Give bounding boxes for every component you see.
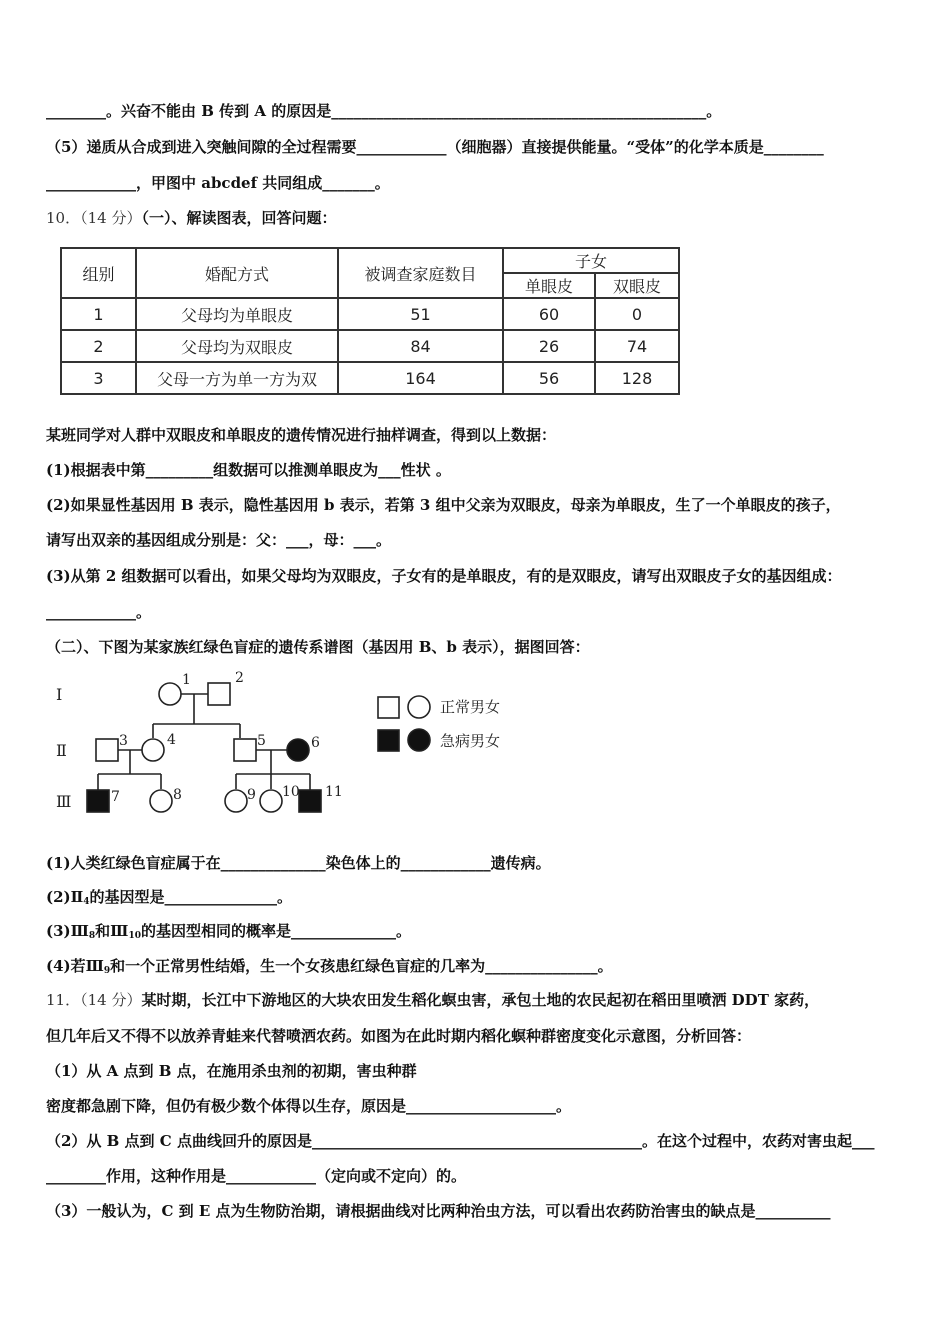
subscript: 9 [103, 966, 111, 976]
text-part: (2)Ⅱ [46, 888, 84, 906]
individual-9 [225, 790, 247, 812]
question-10-heading [46, 207, 336, 229]
text-line: ________作用，这种作用是____________（定向或不定向）的。 [46, 1167, 467, 1185]
cell-mating: 父母一方为单一方为双 [136, 362, 338, 394]
id-label: 6 [311, 735, 320, 751]
question-number: 10．（14 分） [46, 209, 142, 227]
header-families: 被调查家庭数目 [338, 248, 503, 298]
text-line: 但几年后又不得不以放养青蛙来代替喷洒农药。如图为在此时期内稻化螟种群密度变化示意图，分析回答： [46, 1027, 752, 1045]
individual-10 [260, 790, 282, 812]
header-group: 组别 [61, 248, 136, 298]
question-title: （一）、解读图表，回答问题： [141, 209, 337, 227]
text-line: 请写出双亲的基因组成分别是：父：___，母：___。 [46, 531, 392, 549]
text-part: (3)Ⅲ [46, 922, 89, 940]
text-line: （3）一般认为，C 到 E 点为生物防治期，请根据曲线对比两种治虫方法，可以看出农药防治害虫的缺点是__________ [46, 1202, 831, 1220]
text-part: 的基因型相同的概率是______________。 [140, 922, 411, 940]
text-part: (4)若Ⅲ [46, 957, 104, 975]
text-part: 和Ⅲ [95, 922, 129, 940]
cell-single: 26 [503, 330, 595, 362]
legend-affected-male-icon [378, 730, 399, 751]
table-row [61, 330, 679, 362]
text-line: （5）递质从合成到进入突触间隙的全过程需要____________（细胞器）直接提供能量。“受体”的化学本质是________ [46, 138, 824, 156]
generation-label: Ⅰ [56, 685, 63, 704]
cell-group: 1 [61, 298, 136, 330]
survey-table [60, 247, 680, 395]
individual-4 [142, 739, 164, 761]
individual-5 [234, 739, 256, 761]
cell-double: 128 [595, 362, 679, 394]
subscript: 4 [83, 897, 90, 907]
cell-mating: 父母均为双眼皮 [136, 330, 338, 362]
header-double: 双眼皮 [595, 273, 679, 298]
id-label: 11 [325, 784, 343, 800]
individual-11 [299, 790, 321, 812]
id-label: 4 [167, 732, 176, 748]
header-mating: 婚配方式 [136, 248, 338, 298]
cell-group: 2 [61, 330, 136, 362]
table-row [61, 362, 679, 394]
header-single: 单眼皮 [503, 273, 595, 298]
cell-families: 84 [338, 330, 503, 362]
text-line: (3)从第 2 组数据可以看出，如果父母均为双眼皮，子女有的是单眼皮，有的是双眼皮，请写出双眼皮子女的基因组成： [46, 567, 842, 585]
text-part: 某时期，长江中下游地区的大块农田发生稻化螟虫害，承包土地的农民起初在稻田里喷洒 DDT 家药， [141, 991, 820, 1009]
cell-single: 56 [503, 362, 595, 394]
question-11-heading [46, 989, 819, 1011]
id-label: 5 [257, 733, 266, 749]
text-line: （2）从 B 点到 C 点曲线回升的原因是____________________________________________。在这个过程中，农药对害虫起___ [46, 1132, 875, 1150]
legend-normal-label: 正常男女 [440, 698, 501, 716]
individual-7 [87, 790, 109, 812]
generation-label: Ⅲ [56, 792, 72, 811]
text-line: (1)人类红绿色盲症属于在______________染色体上的____________遗传病。 [46, 854, 551, 872]
text-line: (2)如果显性基因用 B 表示，隐性基因用 b 表示，若第 3 组中父亲为双眼皮，母亲为单眼皮，生了一个单眼皮的孩子， [46, 496, 841, 514]
legend-normal-female-icon [408, 696, 430, 718]
text-line: ____________。 [46, 603, 152, 621]
individual-2 [208, 683, 230, 705]
generation-label: Ⅱ [56, 741, 67, 760]
subscript: 10 [128, 931, 141, 941]
text-line: 某班同学对人群中双眼皮和单眼皮的遗传情况进行抽样调查，得到以上数据： [46, 426, 557, 444]
id-label: 10 [282, 784, 300, 800]
id-label: 8 [173, 787, 182, 803]
text-line [46, 955, 613, 982]
cell-double: 0 [595, 298, 679, 330]
text-part: 的基因型是_______________。 [89, 888, 293, 906]
cell-families: 164 [338, 362, 503, 394]
legend-affected-label: 急病男女 [440, 732, 501, 750]
cell-single: 60 [503, 298, 595, 330]
id-label: 2 [235, 670, 244, 686]
individual-1 [159, 683, 181, 705]
cell-mating: 父母均为单眼皮 [136, 298, 338, 330]
id-label: 1 [182, 672, 191, 688]
subscript: 8 [88, 931, 96, 941]
text-line: （1）从 A 点到 B 点，在施用杀虫剂的初期，害虫种群 [46, 1062, 417, 1080]
id-label: 3 [119, 733, 128, 749]
text-line: (1)根据表中第_________组数据可以推测单眼皮为___性状 。 [46, 461, 451, 479]
cell-double: 74 [595, 330, 679, 362]
individual-3 [96, 739, 118, 761]
question-number: 11．（14 分） [46, 991, 142, 1009]
legend-normal-male-icon [378, 697, 399, 718]
individual-6 [287, 739, 309, 761]
text-line [46, 886, 292, 913]
text-line [46, 920, 411, 947]
legend-affected-female-icon [408, 729, 430, 751]
cell-families: 51 [338, 298, 503, 330]
id-label: 9 [247, 787, 256, 803]
text-part: 和一个正常男性结婚，生一个女孩患红绿色盲症的几率为_______________。 [110, 957, 613, 975]
text-line: ____________，甲图中 abcdef 共同组成_______。 [46, 174, 390, 192]
individual-8 [150, 790, 172, 812]
header-children: 子女 [503, 248, 679, 273]
text-line: ________。兴奋不能由 B 传到 A 的原因是__________________________________________________。 [46, 102, 722, 120]
pedigree-chart [40, 660, 680, 840]
id-label: 7 [111, 789, 120, 805]
text-line: 密度都急剧下降，但仍有极少数个体得以生存，原因是____________________。 [46, 1097, 572, 1115]
text-line: （二）、下图为某家族红绿色盲症的遗传系谱图（基因用 B、b 表示），据图回答： [46, 638, 590, 656]
cell-group: 3 [61, 362, 136, 394]
table-row [61, 298, 679, 330]
